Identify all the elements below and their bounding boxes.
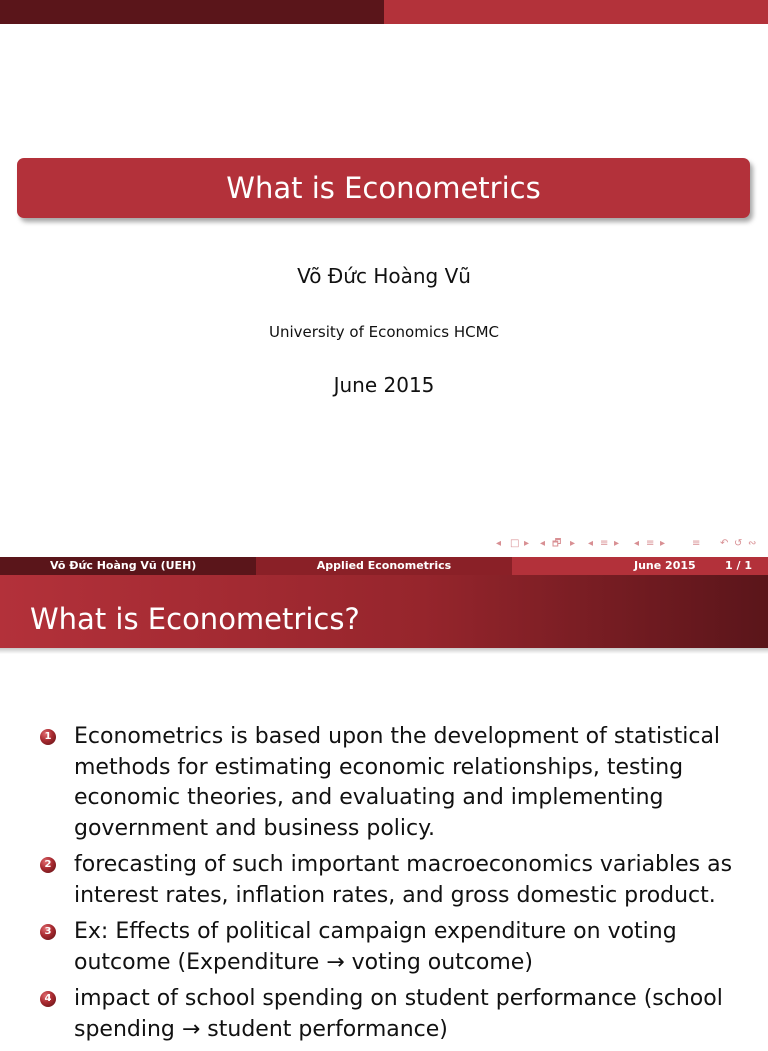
footer-date: June 2015 [634,559,696,572]
nav-next-section-icon[interactable]: ▸ [614,538,620,549]
footer-author: Võ Đức Hoàng Vũ (UEH) [50,559,197,572]
nav-forward-icon[interactable]: ∾ [748,538,757,549]
nav-section-icon[interactable]: ≡ [600,538,609,549]
nav-prev-frame-icon[interactable]: ◂ [496,538,502,549]
frame-title-bar [0,575,768,648]
footer-page-number: 1 / 1 [725,559,752,572]
nav-doc-icon[interactable]: ≡ [646,538,655,549]
footer-course-title: Applied Econometrics [316,559,452,572]
slide-title-box [17,158,750,218]
footer-author-section [0,557,256,575]
nav-prev-section-icon[interactable]: ◂ [588,538,594,549]
frame-title: What is Econometrics? [30,602,360,636]
list-item [40,917,760,978]
slide-footer [0,557,768,575]
nav-next-doc-icon[interactable]: ▸ [660,538,666,549]
institute-name: University of Economics HCMC [268,323,500,341]
enumerated-list [40,722,760,1051]
list-item-text: Econometrics is based upon the development of statistical methods for estimating economic relationships, testing economic theories, and evaluating and implementing government and business policy. [74,724,721,841]
list-item-text: Ex: Effects of political campaign expenditure on voting outcome (Expenditure → voting outcome) [74,919,677,975]
beamer-navigation [494,537,764,551]
footer-date-section [512,557,768,575]
author-name: Võ Đức Hoàng Vũ [297,264,471,288]
nav-next-frame-icon[interactable]: ▸ [524,538,530,549]
list-item [40,722,760,844]
footer-title-section [256,557,512,575]
nav-frame-icon[interactable]: □ [510,538,520,549]
item-number-ball: 4 [40,991,56,1007]
item-number-ball: 3 [40,924,56,940]
nav-search-icon[interactable]: ↺ [734,538,743,549]
nav-back-icon[interactable]: ↶ [720,538,729,549]
nav-prev-subsection-icon[interactable]: ◂ [540,538,546,549]
frame-title-shadow [0,648,768,654]
list-item [40,984,760,1045]
nav-subsection-icon[interactable]: 🗗 [552,538,562,549]
nav-next-subsection-icon[interactable]: ▸ [570,538,576,549]
item-number-ball: 2 [40,857,56,873]
slide-title: What is Econometrics [226,171,541,205]
header-bar-left [0,0,384,24]
nav-prev-doc-icon[interactable]: ◂ [634,538,640,549]
nav-appendix-icon[interactable]: ≡ [692,538,701,549]
presentation-date: June 2015 [333,373,435,397]
item-number-ball: 1 [40,729,56,745]
list-item-text: forecasting of such important macroeconomics variables as interest rates, inflation rates, and gross domestic product. [74,852,733,908]
list-item-text: impact of school spending on student performance (school spending → student performance) [74,986,723,1042]
header-bar-right [384,0,768,24]
list-item [40,850,760,911]
